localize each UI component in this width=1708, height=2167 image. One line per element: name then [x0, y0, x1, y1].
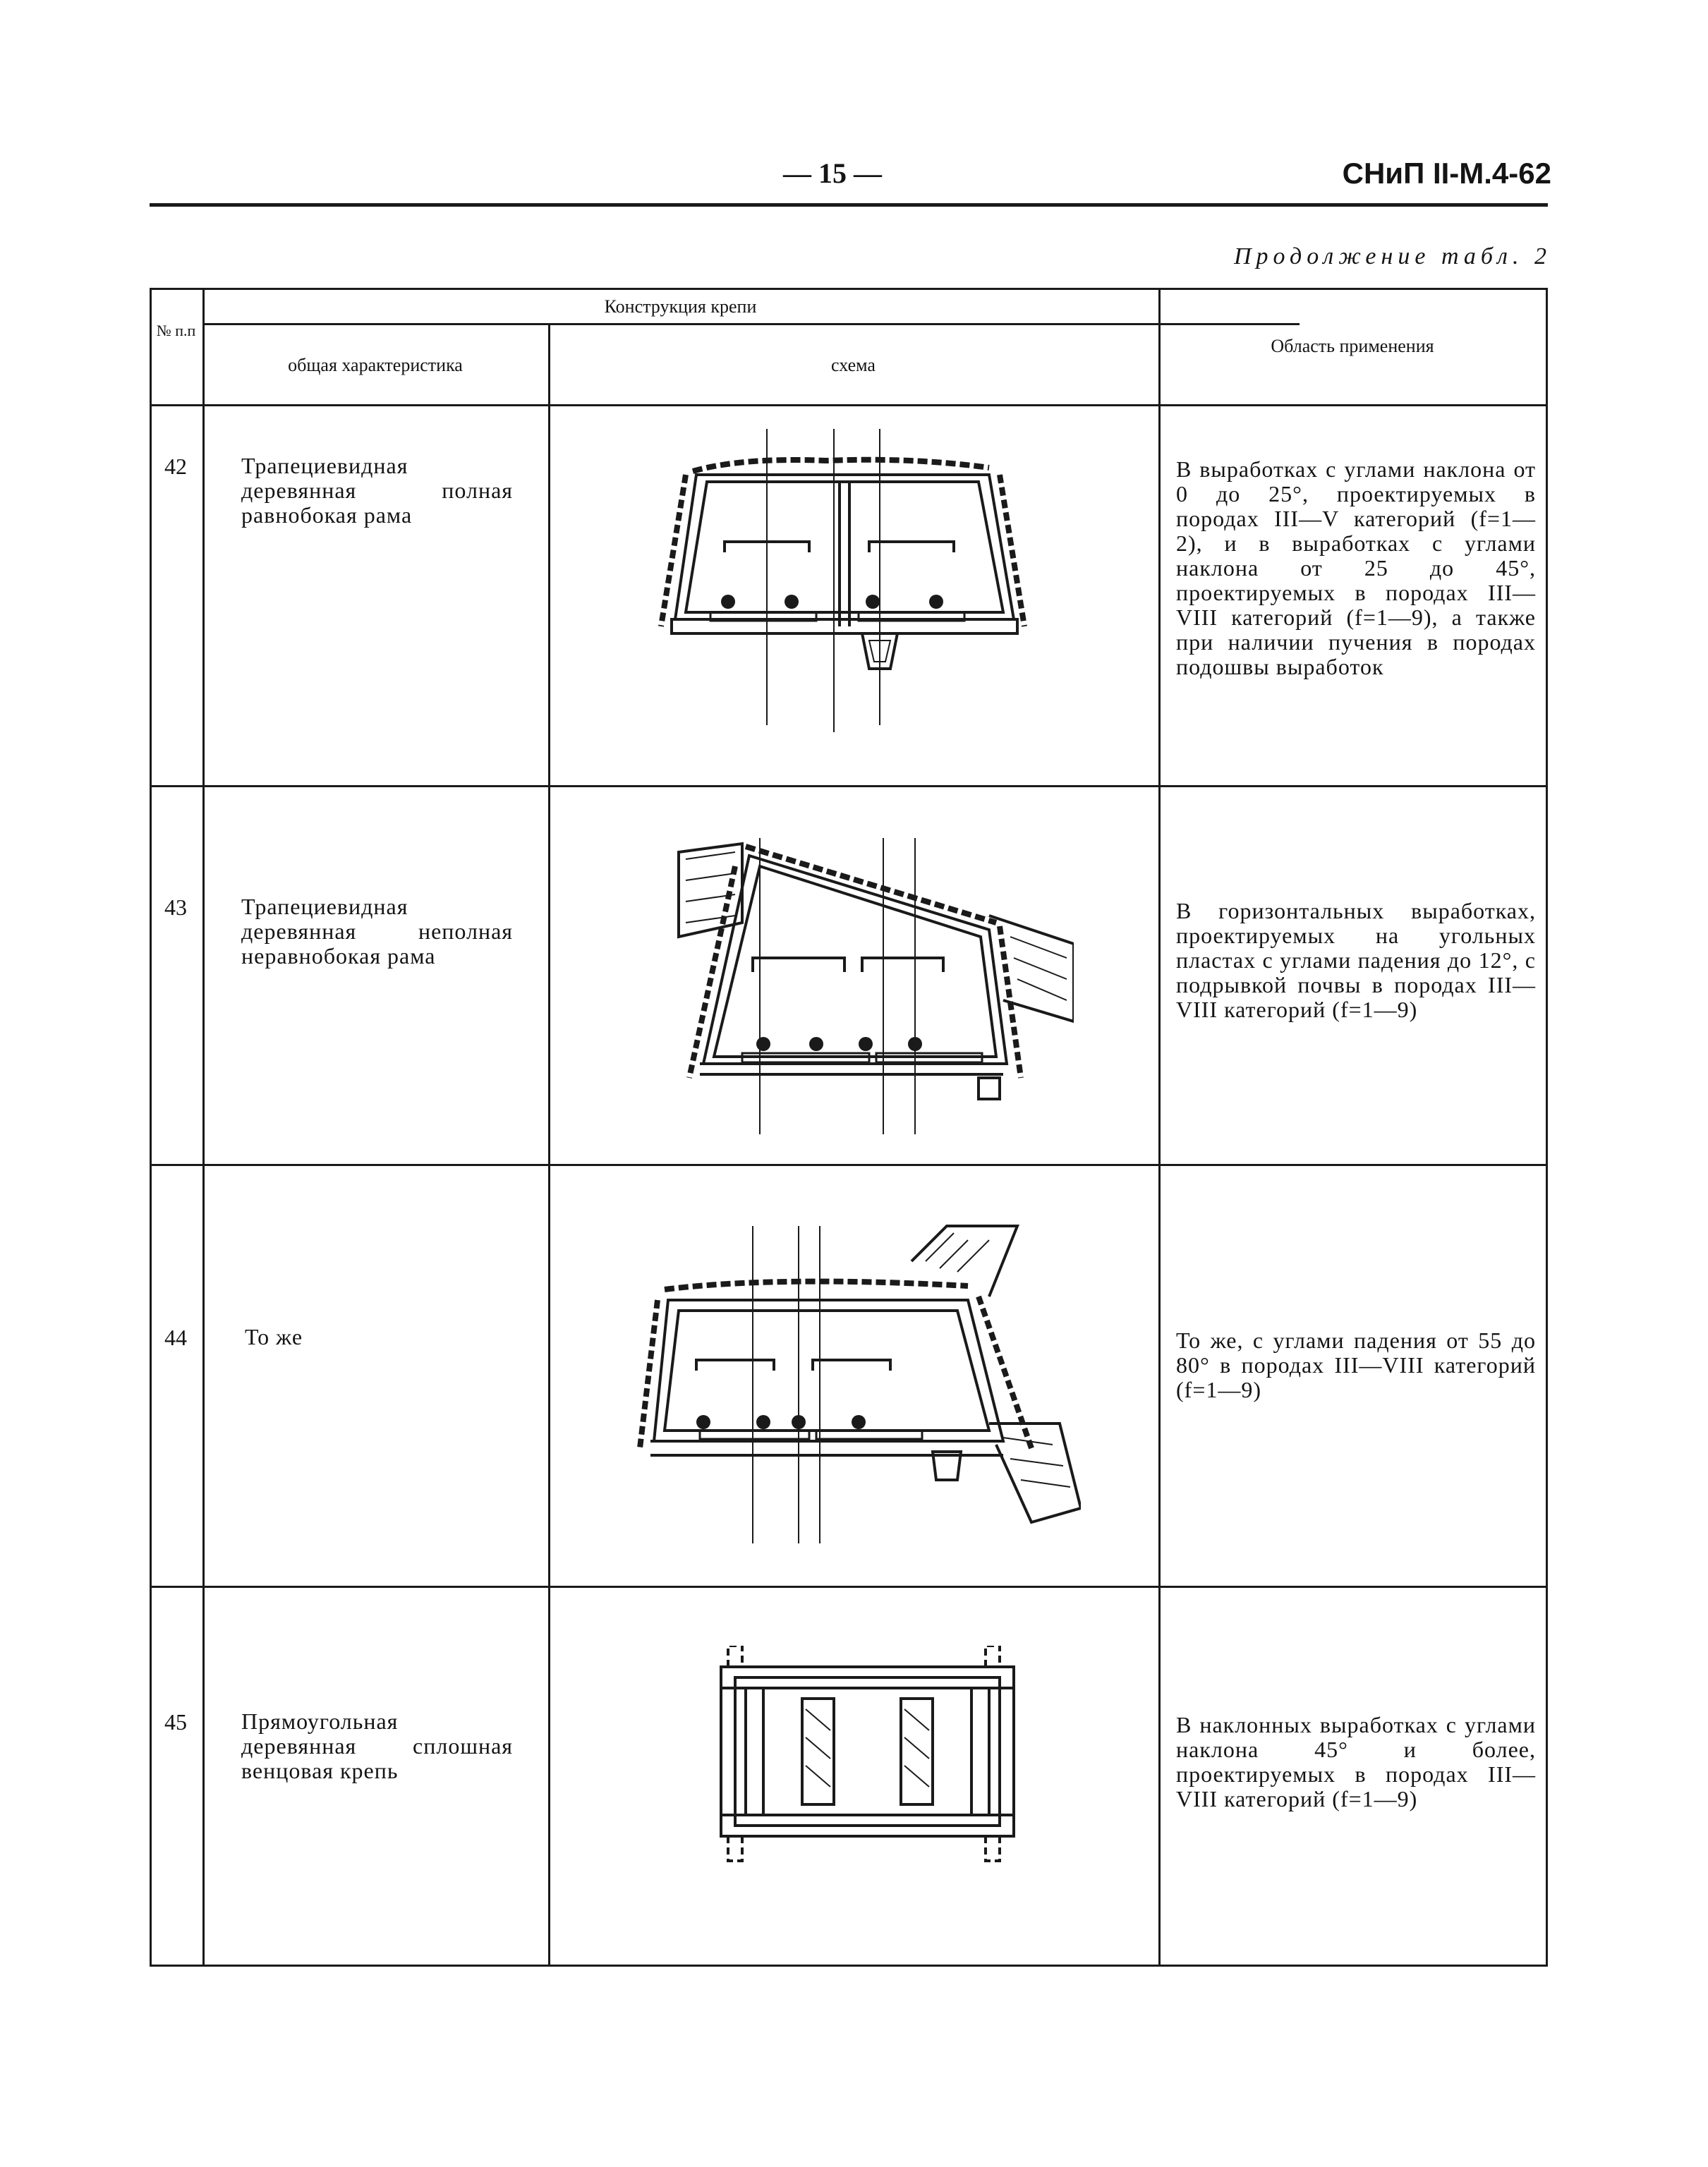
construction-table — [150, 288, 1548, 1967]
scheme-trapezoid-full-frame — [658, 429, 1031, 753]
row-description-44: То же — [245, 1324, 303, 1349]
table-caption: Продолжение табл. 2 — [1233, 243, 1551, 269]
header-general: общая характеристика — [288, 355, 463, 375]
header-number: № п.п — [156, 322, 196, 339]
table-top-border — [150, 288, 1548, 290]
row-divider-1 — [150, 785, 1548, 787]
page-number: — 15 — — [783, 157, 882, 189]
row-application-45: В наклонных выработках с углами наклона 45° и более, проектируемых в породах III—VIII категорий (f=1—9) — [1176, 1712, 1536, 1811]
scheme-rectangular-crib — [714, 1646, 1024, 1864]
header-construction: Конструкция крепи — [604, 296, 757, 317]
row-application-43: В горизонтальных выработках, проектируемых на угольных пластах с углами падения до 12°, с подрывкой почвы в породах III—VIII категорий (f=1—9) — [1176, 898, 1536, 1022]
row-number-45: 45 — [164, 1709, 187, 1735]
row-number-42: 42 — [164, 454, 187, 479]
scheme-trapezoid-partial-frame — [672, 838, 1074, 1134]
row-divider-2 — [150, 1164, 1548, 1166]
subheader-divider — [202, 323, 1300, 325]
header-bottom-border — [150, 404, 1548, 406]
row-application-44: То же, с углами падения от 55 до 80° в породах III—VIII категорий (f=1—9) — [1176, 1328, 1536, 1402]
table-right-border — [1546, 288, 1548, 1967]
col-divider-number — [202, 288, 205, 1967]
row-description-42: Трапециевидная деревянная полная равнобокая рама — [241, 453, 513, 528]
row-divider-3 — [150, 1586, 1548, 1588]
row-application-42: В выработках с углами наклона от 0 до 25°, проектируемых в породах III—V категорий (f=1—2), и в выработках с углами наклона от 25 до 45°, проектируемых в породах III—VIII категорий (f=1—9), а также при наличии пучения в породах подошвы выработок — [1176, 456, 1536, 679]
table-bottom-border — [150, 1965, 1548, 1967]
row-description-45: Прямоугольная деревянная сплошная венцовая крепь — [241, 1708, 513, 1783]
col-divider-general — [548, 323, 550, 1967]
document-code: СНиП II-М.4-62 — [1342, 157, 1551, 190]
header-application: Область применения — [1271, 336, 1434, 356]
header-rule — [150, 203, 1548, 207]
header-scheme: схема — [831, 355, 876, 375]
row-description-43: Трапециевидная деревянная неполная неравнобокая рама — [241, 894, 513, 969]
row-number-44: 44 — [164, 1325, 187, 1350]
col-divider-scheme — [1158, 288, 1161, 1967]
row-number-43: 43 — [164, 894, 187, 920]
scheme-trapezoid-steep-frame — [636, 1212, 1081, 1550]
